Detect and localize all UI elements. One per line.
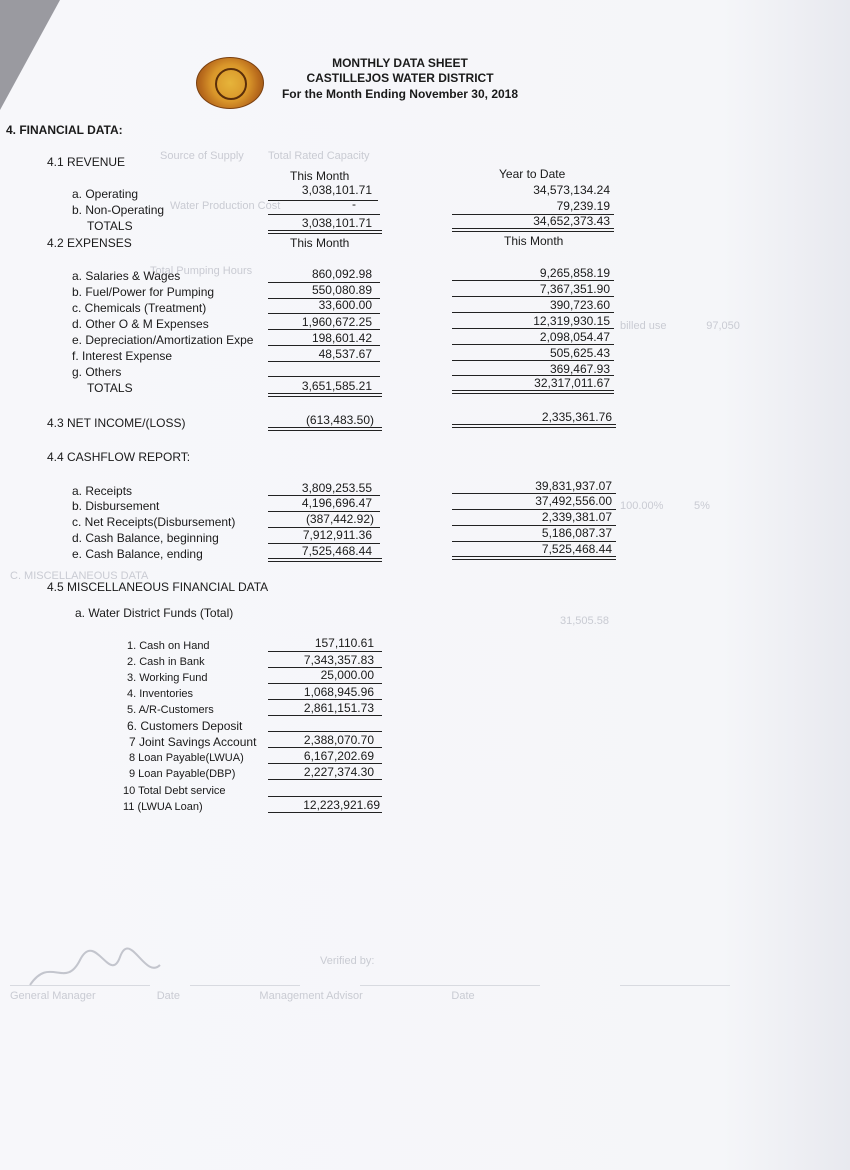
cashflow-label: c. Net Receipts(Disbursement)	[72, 515, 236, 529]
cashflow-label: b. Disbursement	[72, 499, 160, 513]
expense-month-value: 198,601.42	[311, 331, 372, 345]
expense-label: b. Fuel/Power for Pumping	[72, 285, 215, 299]
fund-value: 2,227,374.30	[303, 765, 374, 779]
expense-ytd-value: 9,265,858.19	[539, 266, 610, 280]
revenue-month-value: 3,038,101.71	[301, 183, 372, 197]
fund-label: 3. Working Fund	[127, 672, 208, 684]
misc-heading: 4.5 MISCELLANEOUS FINANCIAL DATA	[47, 580, 269, 594]
revenue-col-ytd: Year to Date	[499, 167, 566, 181]
fund-value: 2,388,070.70	[303, 733, 374, 747]
cashflow-heading: 4.4 CASHFLOW REPORT:	[47, 450, 191, 464]
cashflow-month-value: (387,442.92)	[305, 512, 374, 526]
cashflow-ytd-value: 2,339,381.07	[541, 510, 612, 524]
cashflow-ytd-value: 7,525,468.44	[541, 542, 612, 556]
fund-value: 25,000.00	[320, 668, 374, 682]
fund-value: 7,343,357.83	[303, 653, 374, 667]
report-period: For the Month Ending November 30, 2018	[281, 87, 519, 101]
fund-value: 6,167,202.69	[303, 749, 374, 763]
header-period-wrap	[0, 88, 850, 101]
expense-label: c. Chemicals (Treatment)	[72, 301, 207, 315]
revenue-month-value: -	[352, 197, 356, 211]
misc-subheading: a. Water District Funds (Total)	[75, 606, 234, 620]
bleed-through-text: billed use 97,050	[620, 320, 740, 332]
fund-label: 11 (LWUA Loan)	[123, 801, 203, 813]
cashflow-month-value: 4,196,696.47	[301, 496, 372, 510]
revenue-totals-label: TOTALS	[87, 219, 133, 233]
expense-month-value: 33,600.00	[318, 298, 372, 312]
fund-label: 6. Customers Deposit	[127, 719, 243, 733]
expenses-total-month: 3,651,585.21	[301, 379, 372, 393]
expenses-col-ytd: This Month	[504, 234, 564, 248]
bleed-through-text: Water Production Cost	[170, 200, 281, 212]
cashflow-label: a. Receipts	[72, 484, 133, 498]
fund-value: 2,861,151.73	[303, 701, 374, 715]
fund-label: 4. Inventories	[127, 688, 194, 700]
bleed-through-text: 31,505.58	[560, 615, 609, 627]
expenses-total-ytd: 32,317,011.67	[534, 376, 610, 390]
expense-month-value: 1,960,672.25	[301, 315, 372, 329]
cashflow-label: d. Cash Balance, beginning	[72, 531, 219, 545]
revenue-label: a. Operating	[72, 187, 139, 201]
section-title: 4. FINANCIAL DATA:	[6, 123, 123, 137]
fund-value: 12,223,921.69	[303, 798, 380, 812]
cashflow-ytd-value: 5,186,087.37	[541, 526, 612, 540]
expense-ytd-value: 505,625.43	[549, 346, 610, 360]
expense-label: d. Other O & M Expenses	[72, 317, 209, 331]
header-title-wrap	[0, 57, 850, 70]
fund-value: 1,068,945.96	[303, 685, 374, 699]
expense-ytd-value: 369,467.93	[549, 362, 610, 376]
expense-label: e. Depreciation/Amortization Expe	[72, 334, 254, 347]
expense-month-value: 550,080.89	[311, 283, 372, 297]
faint-signature	[20, 945, 170, 995]
bleed-through-text: Source of Supply Total Rated Capacity	[160, 150, 370, 162]
revenue-heading: 4.1 REVENUE	[47, 155, 126, 169]
bleed-through-text: Verified by:	[320, 955, 375, 967]
revenue-ytd-value: 34,573,134.24	[533, 183, 610, 197]
cashflow-month-value: 7,912,911.36	[302, 528, 372, 542]
expense-ytd-value: 12,319,930.15	[533, 314, 610, 328]
revenue-total-ytd: 34,652,373.43	[533, 214, 610, 228]
bleed-through-text: General Manager Date Management Advisor Date	[10, 990, 475, 1002]
cashflow-ytd-value: 37,492,556.00	[535, 494, 612, 508]
expense-label: a. Salaries & Wages	[72, 269, 181, 283]
bleed-through-text: C. MISCELLANEOUS DATA	[10, 570, 149, 582]
fund-label: 9 Loan Payable(DBP)	[129, 768, 236, 780]
fund-label: 7 Joint Savings Account	[129, 735, 257, 749]
revenue-total-month: 3,038,101.71	[301, 216, 372, 230]
expense-month-value: 48,537.67	[318, 347, 372, 361]
cashflow-ytd-value: 39,831,937.07	[535, 479, 612, 493]
cashflow-month-value: 3,809,253.55	[301, 481, 372, 495]
expense-ytd-value: 2,098,054.47	[539, 330, 610, 344]
expense-ytd-value: 390,723.60	[549, 298, 610, 312]
net-income-ytd: 2,335,361.76	[541, 410, 612, 424]
fund-label: 5. A/R-Customers	[127, 704, 214, 716]
cashflow-label: e. Cash Balance, ending	[72, 547, 203, 561]
bleed-through-text: 100.00% 5%	[620, 500, 710, 512]
header-org-wrap	[0, 72, 850, 85]
fund-label: 2. Cash in Bank	[127, 656, 205, 668]
expense-ytd-value: 7,367,351.90	[539, 282, 610, 296]
bleed-through-text: Total Pumping Hours	[150, 265, 253, 277]
fund-label: 8 Loan Payable(LWUA)	[129, 752, 244, 764]
revenue-ytd-value: 79,239.19	[556, 199, 610, 213]
expenses-heading: 4.2 EXPENSES	[47, 236, 132, 250]
net-income-month: (613,483.50)	[305, 413, 374, 427]
expense-label: g. Others	[72, 365, 122, 379]
net-income-label: 4.3 NET INCOME/(LOSS)	[47, 416, 186, 430]
fund-label: 10 Total Debt service	[123, 785, 226, 797]
revenue-label: b. Non-Operating	[72, 203, 165, 217]
expenses-totals-label: TOTALS	[87, 381, 133, 395]
fund-label: 1. Cash on Hand	[127, 640, 210, 652]
expenses-col-month: This Month	[290, 236, 350, 250]
fund-value: 157,110.61	[314, 636, 374, 650]
expense-month-value: 860,092.98	[311, 267, 372, 281]
cashflow-month-value: 7,525,468.44	[301, 544, 372, 558]
document-title: MONTHLY DATA SHEET	[332, 56, 468, 70]
expense-label: f. Interest Expense	[72, 349, 173, 363]
organization-name: CASTILLEJOS WATER DISTRICT	[306, 71, 494, 85]
revenue-col-month: This Month	[290, 169, 350, 183]
